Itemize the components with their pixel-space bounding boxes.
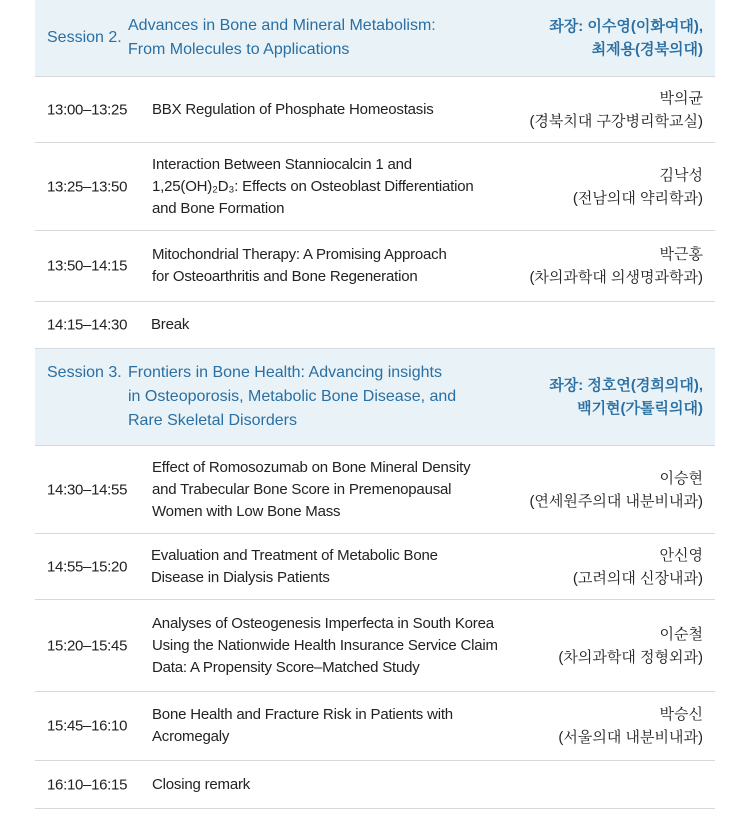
talk-time: 13:50–14:15 (47, 257, 128, 275)
talk-title: Bone Health and Fracture Risk in Patients with Acromegaly (152, 706, 453, 745)
talk-title: Interaction Between Stanniocalcin 1 and 1,25(OH)₂D₃: Effects on Osteoblast Differentiation and Bone Formation (152, 155, 474, 217)
talk-row (35, 231, 715, 302)
session-chair: 좌장: 이수영(이화여대), 최제용(경북의대) (549, 18, 703, 58)
talk-title: Evaluation and Treatment of Metabolic Bone Disease in Dialysis Patients (151, 546, 438, 586)
talk-speaker: 안신영 (고려의대 신장내과) (572, 546, 703, 587)
talk-row (35, 77, 715, 143)
talk-title: Break (151, 316, 190, 333)
session-label: Session 2. (47, 29, 122, 46)
session-header (35, 0, 715, 77)
talk-time: 14:55–15:20 (47, 558, 128, 575)
talk-time: 14:15–14:30 (47, 316, 128, 334)
talk-row (35, 534, 715, 600)
talk-row (35, 692, 715, 761)
talk-time: 15:20–15:45 (47, 637, 128, 654)
talk-speaker: 이승현 (연세원주의대 내분비내과) (529, 469, 703, 510)
talk-row (35, 446, 715, 534)
closing-row (35, 761, 715, 809)
talk-time: 13:25–13:50 (47, 178, 128, 195)
break-row (35, 302, 715, 349)
talk-speaker: 박근홍 (차의과학대 의생명과학과) (529, 246, 703, 286)
session-title: Frontiers in Bone Health: Advancing insights in Osteoporosis, Metabolic Bone Disease, and Rare Skeletal Disorders (128, 364, 457, 429)
session-header (35, 349, 715, 446)
talk-speaker: 박의균 (경북치대 구강병리학교실) (529, 89, 703, 130)
talk-speaker: 김낙성 (전남의대 약리학과) (572, 166, 703, 207)
talk-title: Closing remark (152, 775, 251, 793)
talk-time: 13:00–13:25 (47, 101, 128, 118)
talk-speaker: 이순철 (차의과학대 정형외과) (558, 625, 703, 666)
session-chair: 좌장: 정호연(경희의대), 백기현(가톨릭의대) (549, 377, 703, 417)
session-title: Advances in Bone and Mineral Metabolism: From Molecules to Applications (128, 17, 436, 58)
talk-time: 16:10–16:15 (47, 776, 128, 793)
talk-time: 15:45–16:10 (47, 717, 128, 735)
talk-speaker: 박승신 (서울의대 내분비내과) (558, 706, 703, 746)
talk-time: 14:30–14:55 (47, 481, 128, 498)
talk-title: BBX Regulation of Phosphate Homeostasis (152, 100, 434, 118)
talk-title: Mitochondrial Therapy: A Promising Approach for Osteoarthritis and Bone Regeneration (152, 246, 447, 285)
talk-title: Analyses of Osteogenesis Imperfecta in South Korea Using the Nationwide Health Insurance Service Claim Data: A Propensity Score–Matched Study (152, 614, 498, 676)
talk-row (35, 143, 715, 231)
session-label: Session 3. (47, 364, 122, 381)
talk-title: Effect of Romosozumab on Bone Mineral Density and Trabecular Bone Score in Premenopausal Women with Low Bone Mass (152, 458, 471, 520)
talk-row (35, 600, 715, 692)
